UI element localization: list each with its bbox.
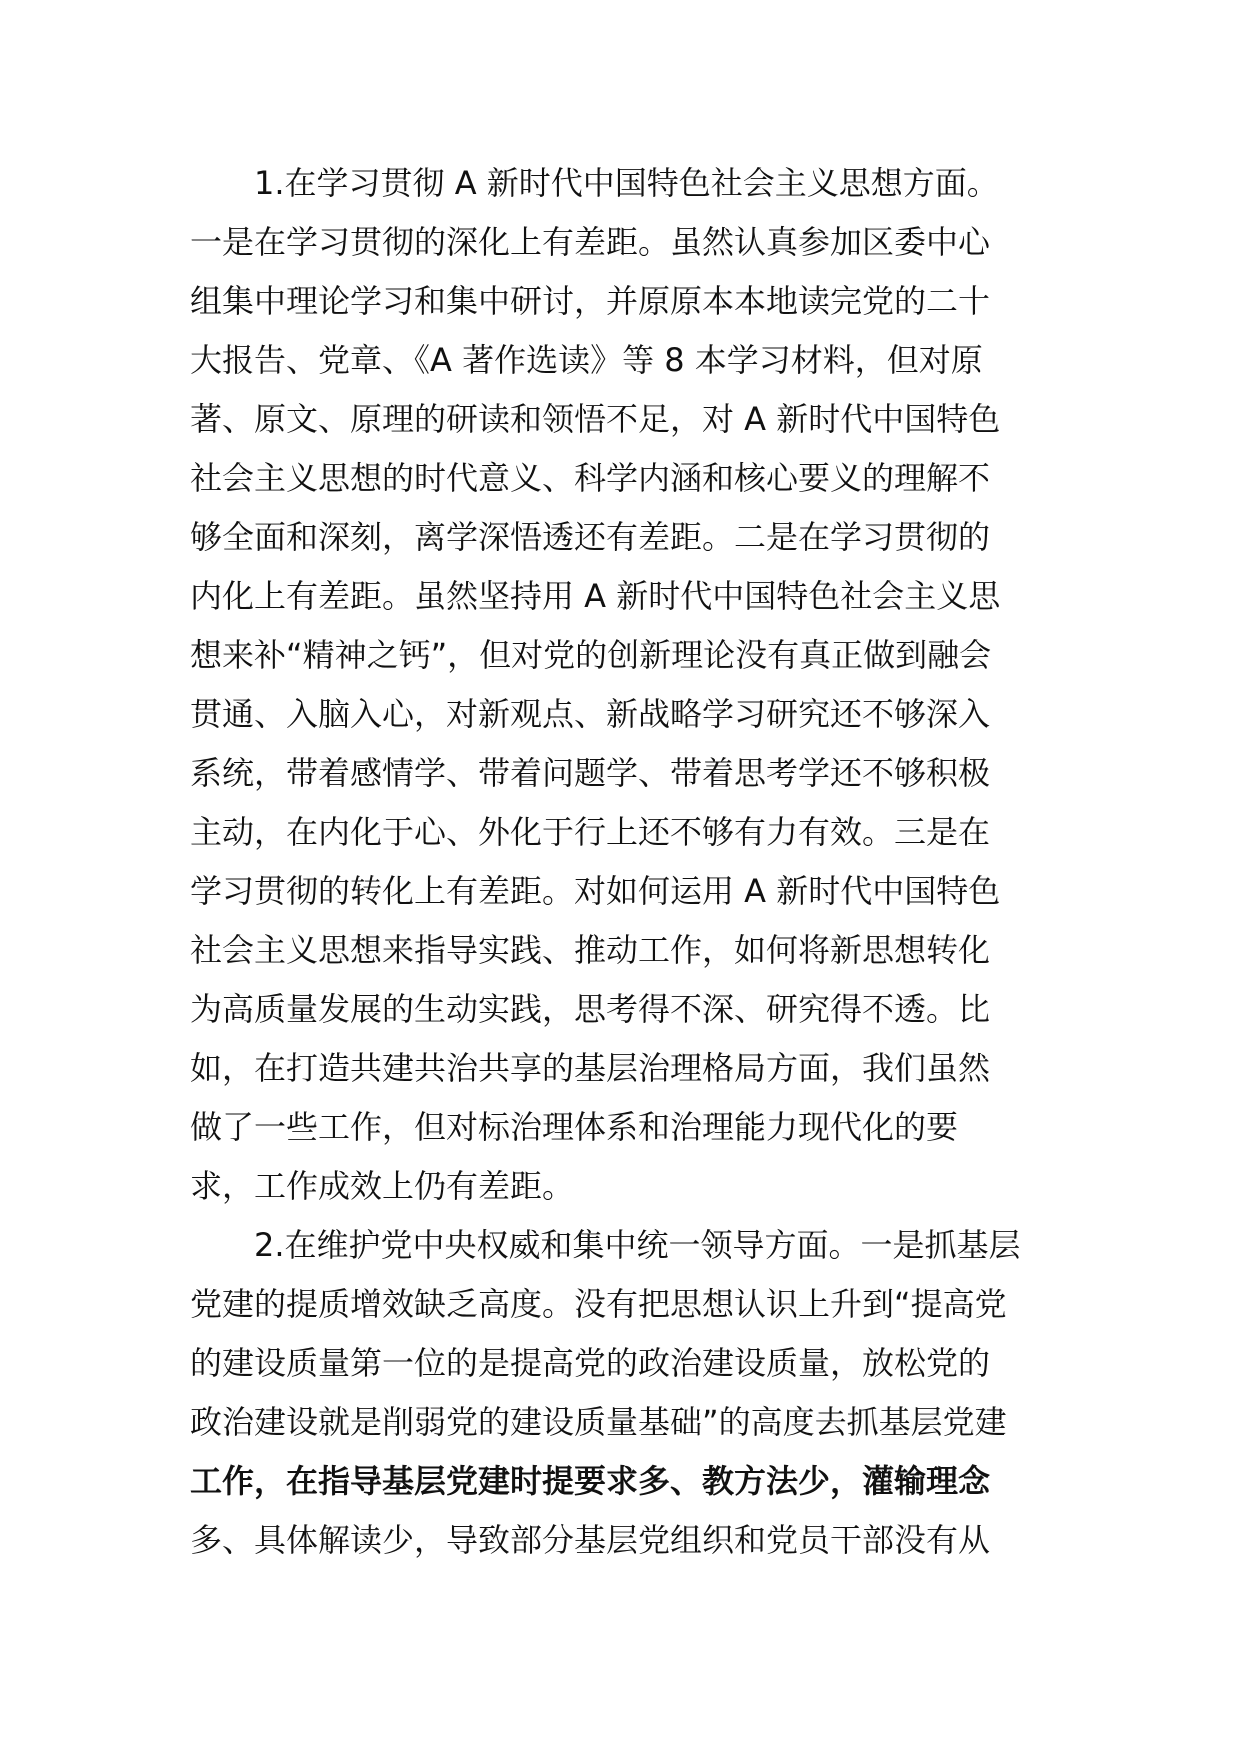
paragraph-line: 为高质量发展的生动实践，思考得不深、研究得不透。比 (190, 990, 991, 1028)
paragraph-line: 内化上有差距。虽然坚持用 A 新时代中国特色社会主义思 (190, 577, 1001, 615)
paragraph-line-bold: 工作，在指导基层党建时提要求多、教方法少，灌输理念 (190, 1462, 991, 1500)
section1-heading-line: 1.在学习贯彻 A 新时代中国特色社会主义思想方面。 (254, 164, 999, 202)
paragraph-line: 贯通、入脑入心，对新观点、新战略学习研究还不够深入 (190, 695, 991, 733)
paragraph-line: 如，在打造共建共治共享的基层治理格局方面，我们虽然 (190, 1049, 991, 1087)
paragraph-line: 社会主义思想的时代意义、科学内涵和核心要义的理解不 (190, 459, 991, 497)
paragraph-line: 政治建设就是削弱党的建设质量基础”的高度去抓基层党建 (190, 1403, 1007, 1441)
document-body (190, 154, 1070, 1570)
paragraph-line: 党建的提质增效缺乏高度。没有把思想认识上升到“提高党 (190, 1285, 1007, 1323)
paragraph-line: 大报告、党章、《A 著作选读》等 8 本学习材料，但对原 (190, 341, 983, 379)
paragraph-line: 做了一些工作，但对标治理体系和治理能力现代化的要 (190, 1108, 959, 1146)
paragraph-line: 一是在学习贯彻的深化上有差距。虽然认真参加区委中心 (190, 223, 991, 261)
section2-heading-line: 2.在维护党中央权威和集中统一领导方面。一是抓基层 (254, 1226, 1021, 1264)
paragraph-line: 求，工作成效上仍有差距。 (190, 1167, 575, 1205)
paragraph-line: 主动，在内化于心、外化于行上还不够有力有效。三是在 (190, 813, 991, 851)
paragraph-line: 著、原文、原理的研读和领悟不足，对 A 新时代中国特色 (190, 400, 1001, 438)
paragraph-line: 学习贯彻的转化上有差距。对如何运用 A 新时代中国特色 (190, 872, 1001, 910)
paragraph-line: 的建设质量第一位的是提高党的政治建设质量，放松党的 (190, 1344, 991, 1382)
paragraph-line: 组集中理论学习和集中研讨，并原原本本地读完党的二十 (190, 282, 991, 320)
paragraph-line: 系统，带着感情学、带着问题学、带着思考学还不够积极 (190, 754, 991, 792)
paragraph-line: 多、具体解读少，导致部分基层党组织和党员干部没有从 (190, 1521, 991, 1559)
paragraph-line: 想来补“精神之钙”，但对党的创新理论没有真正做到融会 (190, 636, 992, 674)
paragraph-line: 够全面和深刻，离学深悟透还有差距。二是在学习贯彻的 (190, 518, 991, 556)
paragraph-line: 社会主义思想来指导实践、推动工作，如何将新思想转化 (190, 931, 991, 969)
